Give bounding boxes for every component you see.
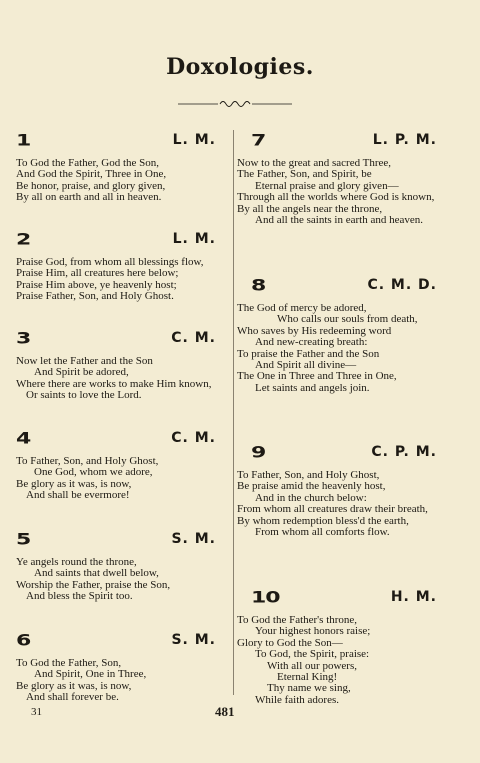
verse-line: To God the Father's throne, — [237, 614, 358, 626]
verse-line: By all the angels near the throne, — [237, 202, 383, 215]
verse-line: Praise Father, Son, and Holy Ghost. — [16, 290, 174, 303]
hymn-5 — [16, 529, 216, 603]
verse-line: Be honor, praise, and glory given, — [16, 179, 166, 192]
verse-line: Through all the worlds where God is known, — [237, 191, 435, 204]
verse-line: Eternal praise and glory given— — [255, 179, 399, 192]
verse-line: Now let the Father and the Son — [16, 355, 153, 367]
verse-line: Who saves by His redeeming word — [237, 324, 392, 337]
verse-line: And shall be evermore! — [26, 489, 130, 502]
verse-line: Let saints and angels join. — [255, 381, 370, 394]
hymn-meter: L. P. M. — [372, 132, 437, 148]
hymn-number: 2 — [16, 230, 31, 249]
hymn-number: 10 — [251, 588, 280, 607]
hymn-number: 8 — [251, 276, 266, 295]
hymn-number: 9 — [251, 443, 266, 462]
column-divider — [233, 130, 234, 695]
verse-line: Your highest honors raise; — [255, 625, 371, 638]
hymn-meter: H. M. — [390, 589, 437, 605]
verse-line: Be glory as it was, is now, — [16, 679, 132, 692]
verse-line: Praise Him, all creatures here below; — [16, 267, 179, 280]
hymn-1 — [16, 130, 216, 204]
verse-line: The God of mercy be adored, — [237, 302, 367, 314]
verse-line: With all our powers, — [267, 659, 357, 672]
hymn-number: 3 — [16, 329, 31, 348]
hymn-3 — [16, 328, 216, 402]
verse-line: Ye angels round the throne, — [16, 556, 137, 568]
verse-line: And God the Spirit, Three in One, — [16, 168, 167, 181]
verse-line: And all the saints in earth and heaven. — [255, 214, 424, 227]
verse-line: From whom all comforts flow. — [255, 526, 390, 539]
verse-line: And saints that dwell below, — [34, 567, 159, 580]
hymn-meter: L. M. — [172, 231, 216, 247]
verse-line: And shall forever be. — [26, 691, 119, 704]
verse-line: Worship the Father, praise the Son, — [16, 578, 171, 591]
verse-line: Praise Him above, ye heavenly host; — [16, 278, 177, 291]
hymn-2 — [16, 229, 216, 303]
hymn-number: 1 — [16, 131, 31, 150]
verse-line: Thy name we sing, — [267, 682, 351, 695]
hymn-9 — [237, 442, 437, 538]
hymn-meter: C. M. — [171, 430, 216, 446]
verse-line: Praise God, from whom all blessings flow, — [16, 256, 204, 268]
signature-mark: 31 — [31, 706, 42, 718]
hymn-10 — [237, 587, 437, 706]
verse-line: One God, whom we adore, — [34, 466, 153, 479]
hymn-8 — [237, 275, 437, 394]
verse-line: And bless the Spirit too. — [26, 590, 133, 603]
hymn-6 — [16, 630, 216, 704]
verse-line: To Father, Son, and Holy Ghost, — [237, 469, 380, 481]
verse-line: Where there are works to make Him known, — [16, 377, 212, 390]
title-ornament — [178, 98, 292, 110]
hymn-7 — [237, 130, 437, 226]
verse-line: Now to the great and sacred Three, — [237, 157, 392, 169]
verse-line: Or saints to love the Lord. — [26, 389, 142, 402]
verse-line: The Father, Son, and Spirit, be — [237, 168, 372, 181]
hymn-meter: S. M. — [171, 632, 216, 648]
verse-line: To God the Father, God the Son, — [16, 157, 159, 169]
page-title: Doxologies. — [166, 54, 314, 80]
verse-line: To praise the Father and the Son — [237, 347, 380, 360]
hymn-number: 5 — [16, 530, 31, 549]
verse-line: Who calls our souls from death, — [277, 313, 418, 326]
verse-line: By all on earth and all in heaven. — [16, 191, 162, 204]
verse-line: And Spirit be adored, — [34, 366, 129, 379]
verse-line: Glory to God the Son— — [237, 636, 343, 649]
verse-line: By whom redemption bless'd the earth, — [237, 514, 409, 527]
verse-line: And in the church below: — [255, 491, 367, 504]
hymn-4 — [16, 428, 216, 502]
verse-line: And Spirit, One in Three, — [34, 668, 147, 681]
hymn-meter: L. M. — [172, 132, 216, 148]
verse-line: Be praise amid the heavenly host, — [237, 480, 386, 493]
verse-line: And new-creating breath: — [255, 336, 368, 349]
hymn-meter: C. P. M. — [371, 444, 437, 460]
verse-line: And Spirit all divine— — [255, 359, 357, 372]
page-number: 481 — [215, 704, 235, 719]
verse-line: Be glory as it was, is now, — [16, 477, 132, 490]
hymn-number: 4 — [16, 429, 31, 448]
verse-line: To God the Father, Son, — [16, 657, 122, 669]
verse-line: To God, the Spirit, praise: — [255, 648, 370, 661]
verse-line: The One in Three and Three in One, — [237, 370, 397, 383]
hymn-meter: C. M. D. — [367, 277, 437, 293]
hymn-meter: S. M. — [171, 531, 216, 547]
hymn-number: 6 — [16, 631, 31, 650]
hymn-number: 7 — [251, 131, 266, 150]
verse-line: To Father, Son, and Holy Ghost, — [16, 455, 159, 467]
verse-line: Eternal King! — [277, 671, 338, 684]
verse-line: While faith adores. — [255, 693, 339, 706]
hymn-meter: C. M. — [171, 330, 216, 346]
verse-line: From whom all creatures draw their breath, — [237, 503, 428, 516]
